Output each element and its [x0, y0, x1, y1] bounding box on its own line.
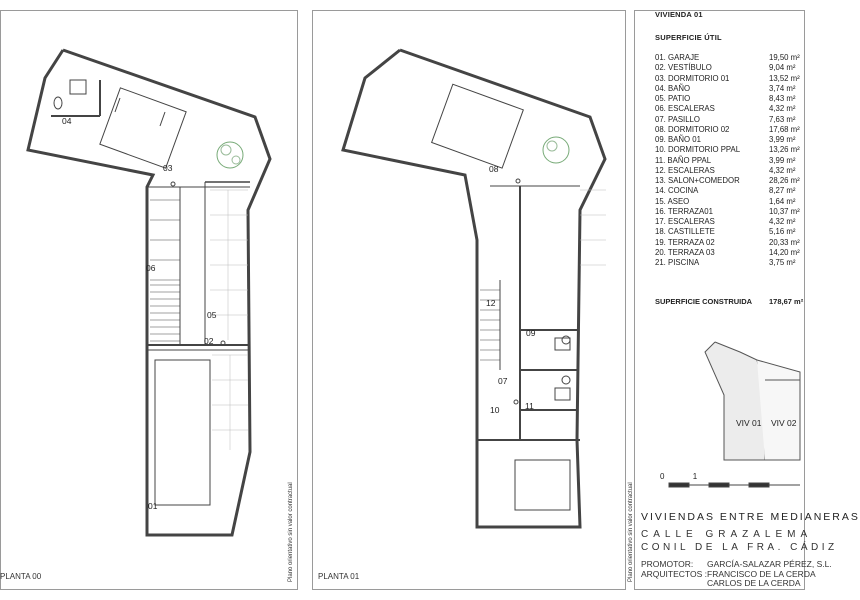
- area-row: 12. ESCALERAS 4,32 m²: [655, 165, 796, 175]
- area-table: [655, 53, 805, 268]
- area-row: 07. PASILLO 7,63 m²: [655, 114, 796, 124]
- disclaimer-planta-00: Plano orientativo sin valor contractual: [288, 482, 294, 582]
- area-row: 14. COCINA 8,27 m²: [655, 186, 796, 196]
- area-row: 21. PISCINA 3,75 m²: [655, 258, 796, 267]
- built-area-label: SUPERFICIE CONSTRUIDA: [655, 297, 753, 306]
- area-row: 01. GARAJE 19,50 m²: [655, 53, 800, 62]
- area-row: 09. BAÑO 01 3,99 m²: [655, 135, 796, 144]
- room-tag: 07: [498, 376, 508, 386]
- key-plan: [705, 342, 800, 460]
- room-tag: 08: [489, 164, 499, 174]
- scale-label-1: 1: [692, 472, 698, 481]
- area-row: 13. SALON+COMEDOR 28,26 m²: [655, 176, 800, 185]
- area-row: 05. PATIO 8,43 m²: [655, 94, 796, 103]
- room-tags-planta-00: [62, 116, 217, 511]
- credits: [641, 560, 832, 589]
- promoter-label: PROMOTOR:: [641, 559, 694, 569]
- room-tag: 01: [148, 501, 158, 511]
- area-row: 11. BAÑO PPAL 3,99 m²: [655, 155, 796, 165]
- area-row: 10. DORMITORIO PPAL 13,26 m²: [655, 145, 800, 155]
- panel-label-planta-00: PLANTA 00: [0, 572, 42, 581]
- scale-labels: [660, 472, 697, 481]
- area-row: 16. TERRAZA01 10,37 m²: [655, 206, 800, 216]
- area-row: 04. BAÑO 3,74 m²: [655, 83, 796, 93]
- useful-area-title: SUPERFICIE ÚTIL: [655, 33, 722, 42]
- scale-label-0: 0: [660, 472, 665, 481]
- area-row: 20. TERRAZA 03 14,20 m²: [655, 247, 800, 257]
- area-row: 17. ESCALERAS 4,32 m²: [655, 217, 796, 226]
- area-row: 03. DORMITORIO 01 13,52 m²: [655, 73, 800, 83]
- title-block: [641, 511, 860, 553]
- scale-bar: [669, 483, 800, 487]
- area-row: 15. ASEO 1,64 m²: [655, 196, 796, 206]
- area-row: 08. DORMITORIO 02 17,68 m²: [655, 124, 800, 134]
- project-title: VIVIENDAS ENTRE MEDIANERAS: [641, 511, 860, 523]
- disclaimer-planta-01: Plano orientativo sin valor contractual: [628, 482, 634, 582]
- room-tag: 10: [490, 405, 500, 415]
- project-city: CONIL DE LA FRA. CÁDIZ: [641, 542, 838, 553]
- unit-title: VIVIENDA 01: [655, 10, 703, 19]
- architect-2: CARLOS DE LA CERDA: [707, 578, 801, 588]
- promoter-name: GARCÍA-SALAZAR PÉREZ, S.L.: [707, 559, 832, 569]
- room-tags-planta-01: [486, 164, 536, 415]
- built-area-row: [655, 297, 805, 306]
- area-legend: [655, 10, 805, 306]
- area-row: 19. TERRAZA 02 20,33 m²: [655, 237, 800, 247]
- area-row: 02. VESTÍBULO 9,04 m²: [655, 63, 796, 73]
- architects-label: ARQUITECTOS :: [641, 568, 707, 579]
- room-tag: 12: [486, 298, 496, 308]
- project-street: CALLE GRAZALEMA: [641, 529, 813, 540]
- area-row: 06. ESCALERAS 4,32 m²: [655, 104, 796, 114]
- built-area-value: 178,67 m²: [769, 297, 804, 306]
- key-plan-viv-02: VIV 02: [771, 418, 797, 428]
- panel-label-planta-01: PLANTA 01: [318, 572, 360, 581]
- room-tag: 06: [146, 263, 156, 273]
- architect-1: FRANCISCO DE LA CERDA: [707, 568, 816, 579]
- room-tag: 05: [207, 310, 217, 320]
- room-tag: 11: [525, 401, 534, 411]
- key-plan-viv-01: VIV 01: [736, 418, 762, 428]
- area-row: 18. CASTILLETE 5,16 m²: [655, 227, 796, 237]
- room-tag: 03: [163, 163, 173, 173]
- room-tag: 02: [204, 336, 214, 346]
- plan-planta-01: [343, 50, 606, 527]
- room-tag: 04: [62, 116, 72, 126]
- room-tag: 09: [526, 328, 536, 338]
